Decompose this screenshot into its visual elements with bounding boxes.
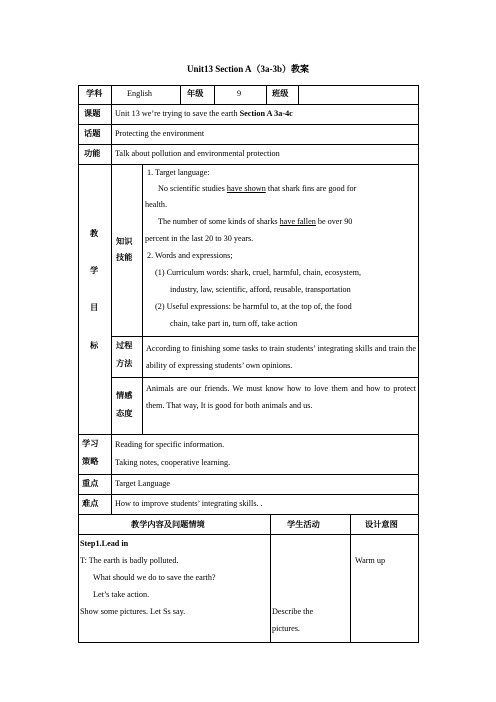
knowledge-line-7: (1) Curriculum words: shark, cruel, harmful, chain, ecosystem, xyxy=(155,268,361,277)
class-label: 班级 xyxy=(272,89,289,98)
strategy-label-2: 策略 xyxy=(82,457,99,466)
goals-label-4: 标 xyxy=(90,341,99,350)
function-label: 功能 xyxy=(84,149,101,158)
subject-value: English xyxy=(127,89,153,98)
header-design: 设计意图 xyxy=(365,520,398,529)
topic-value-plain: Unit 13 we’re trying to save the earth xyxy=(115,109,240,118)
strategy-line-1: Reading for specific information. xyxy=(115,440,225,449)
goals-label-3: 目 xyxy=(90,303,99,312)
goals-label-1: 教 xyxy=(90,229,99,238)
knowledge-line-1: 1. Target language: xyxy=(147,168,210,177)
knowledge-line-4a: The number of some kinds of sharks xyxy=(158,217,280,226)
strategy-line-2: Taking notes, cooperative learning. xyxy=(115,458,231,467)
attitude-label-1: 情感 xyxy=(116,391,133,400)
step1-title: Step1.Lead in xyxy=(80,539,129,548)
theme-value: Protecting the environment xyxy=(115,129,205,138)
knowledge-line-5: percent in the last 20 to 30 years. xyxy=(145,234,254,243)
page-title: Unit13 Section A（3a-3b）教案 xyxy=(186,64,309,74)
topic-value xyxy=(115,108,293,120)
header-content: 教学内容及问题情境 xyxy=(131,520,205,529)
knowledge-line-6: 2. Words and expressions; xyxy=(147,251,233,260)
step1-line-4: Show some pictures. Let Ss say. xyxy=(80,607,186,616)
design-text: Warm up xyxy=(355,556,386,565)
keypoint-label: 重点 xyxy=(82,479,99,488)
topic-label: 课题 xyxy=(84,109,101,118)
step1-line-1: T: The earth is badly polluted. xyxy=(80,556,179,565)
knowledge-line-2b: have shown xyxy=(226,184,266,193)
keypoint-value: Target Language xyxy=(115,479,170,488)
topic-value-bold: Section A 3a-4c xyxy=(239,109,293,118)
strategy-label-1: 学习 xyxy=(82,439,99,448)
knowledge-line-4 xyxy=(158,216,352,228)
knowledge-label-1: 知识 xyxy=(116,237,133,246)
knowledge-line-4b: have fallen xyxy=(279,217,316,226)
step1-line-2: What should we do to save the earth? xyxy=(93,573,216,582)
attitude-text: Animals are our friends. We must know how to love them and how to protect them. That way, It is good for both animals and us. xyxy=(146,384,416,410)
header-activity: 学生活动 xyxy=(287,520,320,529)
function-value: Talk about pollution and environmental protection xyxy=(115,149,280,158)
knowledge-line-4c: be over 90 xyxy=(315,217,353,226)
knowledge-line-10: chain, take part in, turn off, take action xyxy=(170,319,298,328)
process-text: According to finishing some tasks to train students’ integrating skills and train the ability of expressing students’ own opinions. xyxy=(146,344,416,370)
activity-line-2: pictures. xyxy=(272,624,300,633)
knowledge-line-2c: that shark fins are good for xyxy=(265,184,357,193)
subject-label: 学科 xyxy=(86,89,103,98)
process-label-1: 过程 xyxy=(116,341,133,350)
knowledge-line-2a: No scientific studies xyxy=(158,184,227,193)
step1-line-3: Let’s take action. xyxy=(93,590,150,599)
knowledge-line-3: health. xyxy=(145,200,168,209)
knowledge-label-2: 技能 xyxy=(116,253,133,262)
attitude-label-2: 态度 xyxy=(116,409,133,418)
theme-label: 话题 xyxy=(84,129,101,138)
goals-label-2: 学 xyxy=(90,266,99,275)
grade-label: 年级 xyxy=(187,89,204,98)
grade-value: 9 xyxy=(237,89,242,98)
knowledge-line-8: industry, law, scientific, afford, reusable, transportation xyxy=(170,285,351,294)
difficulty-label: 难点 xyxy=(82,499,99,508)
knowledge-line-2 xyxy=(158,183,356,195)
activity-line-1: Describe the xyxy=(272,607,314,616)
knowledge-line-9: (2) Useful expressions: be harmful to, at the top of, the food xyxy=(155,302,352,311)
process-label-2: 方法 xyxy=(116,359,133,368)
difficulty-value: How to improve students’ integrating skills. . xyxy=(115,499,263,508)
